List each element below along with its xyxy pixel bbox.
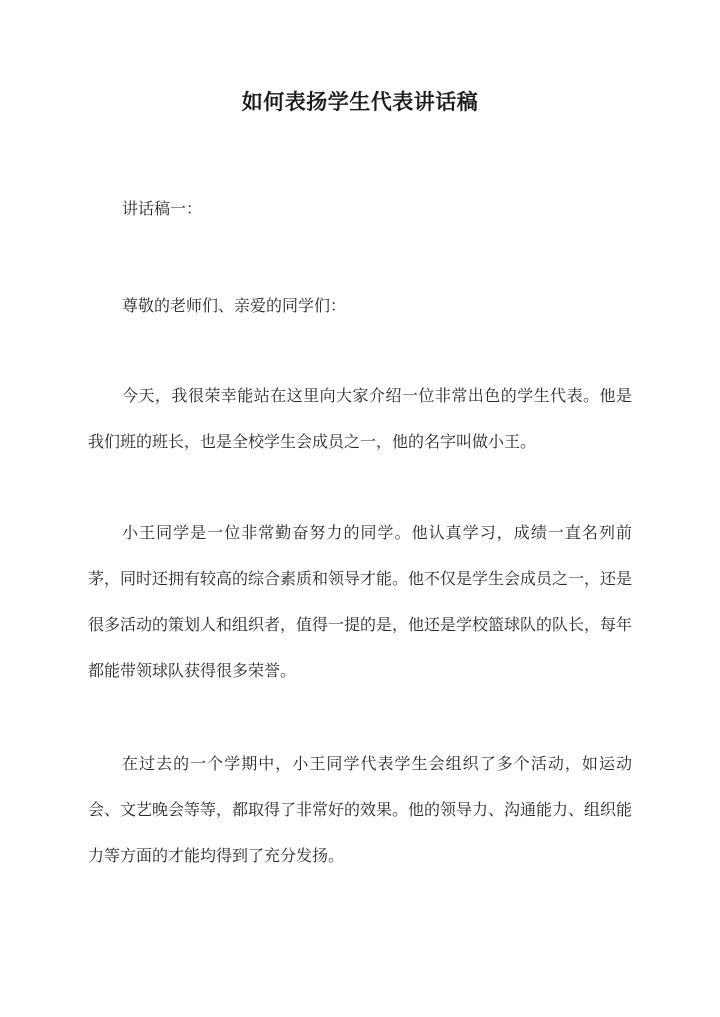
document-title: 如何表扬学生代表讲话稿 (241, 89, 479, 114)
body-paragraph-achievements: 小王同学是一位非常勤奋努力的同学。他认真学习，成绩一直名列前茅，同时还拥有较高的综合素质和领导才能。他不仅是学生会成员之一，还是很多活动的策划人和组织者，值得一提的是，他还是学校篮球队的队长，每年都能带领球队获得很多荣誉。 (88, 523, 633, 680)
section-label: 讲话稿一： (122, 199, 203, 218)
greeting-paragraph: 尊敬的老师们、亲爱的同学们： (122, 296, 347, 315)
body-paragraph-introduction: 今天，我很荣幸能站在这里向大家介绍一位非常出色的学生代表。他是我们班的班长，也是全校学生会成员之一，他的名字叫做小王。 (88, 386, 632, 451)
body-paragraph-activities: 在过去的一个学期中，小王同学代表学生会组织了多个活动，如运动会、文艺晚会等等，都取得了非常好的效果。他的领导力、沟通能力、组织能力等方面的才能均得到了充分发扬。 (88, 754, 633, 865)
